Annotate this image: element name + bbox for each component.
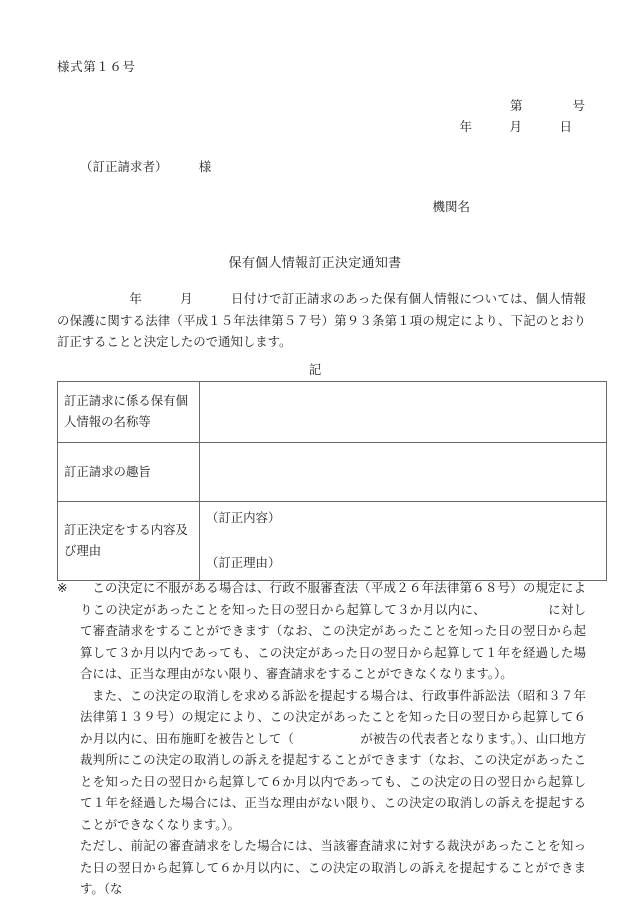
footnote-paragraph-proviso: ただし、前記の審査請求をした場合には、当該審査請求に対する裁決があったことを知った日の翌日から起算して６か月以内に、この決定の取消しの訴えを提起することができます。（な [80, 839, 586, 896]
footnote-paragraph-lawsuit [57, 686, 586, 837]
footnote-lawsuit-text-b: が被告の代表者となります。）、山口地方裁判所にこの決定の取消しの訴えを提起することができます（なお、この決定があったことを知った日の翌日から起算して６か月以内であっても、この決定の日の翌日から起算して１年を経過した場合には、正当な理由がない限り、この決定の取消しの訴えを提起することができなくなります。）。 [80, 731, 587, 832]
footnotes [57, 578, 586, 901]
table-row-label: 訂正請求に係る保有個人情報の名称等 [58, 382, 200, 443]
footnote-appeal-text-b: に対して審査請求をすることができます（なお、この決定があったことを知った日の翌日から起算して３か月以内であっても、この決定があった日の翌日から起算して１年を経過した場合には、正当な理由がない限り、審査請求をすることができなくなります。）。 [80, 602, 586, 681]
table-row-label: 訂正決定をする内容及び理由 [58, 502, 200, 581]
asterisk-icon: ※ [57, 581, 68, 595]
footnote-paragraph-appeal [57, 578, 586, 686]
document-date-line: 年 月 日 [459, 120, 572, 134]
table-row-label: 訂正請求の趣旨 [58, 443, 200, 502]
table-row-value[interactable] [200, 382, 607, 443]
agency-name: 機関名 [432, 200, 470, 214]
table-row [58, 443, 607, 502]
correction-content-label: （訂正内容） [206, 511, 281, 525]
footnote-lawsuit-text-a: また、この決定の取消しを求める訴訟を提起する場合は、行政事件訴訟法（昭和３７年法律第１３９号）の規定により、この決定があったことを知った日の翌日から起算して６か月以内に、田布施町を被告として（ [80, 688, 586, 746]
document-number-line: 第 号 [509, 99, 585, 113]
footnote-appeal-text-a: この決定に不服がある場合は、行政不服審査法（平成２６年法律第６８号）の規定によりこの決定があったことを知った日の翌日から起算して３か月以内に、 [80, 581, 586, 617]
correction-reason-label: （訂正理由） [206, 556, 281, 570]
form-number: 様式第１６号 [57, 60, 136, 74]
page-title: 保有個人情報訂正決定通知書 [228, 255, 402, 270]
addressee-line: （訂正請求者） 様 [80, 160, 212, 174]
table-row-value[interactable] [200, 502, 607, 581]
table-row-value[interactable] [200, 443, 607, 502]
ki-mark: 記 [308, 363, 322, 377]
table-row [58, 502, 607, 581]
body-text: 年 月 日付けで訂正請求のあった保有個人情報については、個人情報の保護に関する法律（平成１５年法律第５７号）第９３条第１項の規定により、下記のとおり訂正することと決定したので通知します。 [57, 292, 586, 349]
decision-table [57, 381, 607, 581]
body-paragraph [57, 289, 586, 354]
table-row [58, 382, 607, 443]
